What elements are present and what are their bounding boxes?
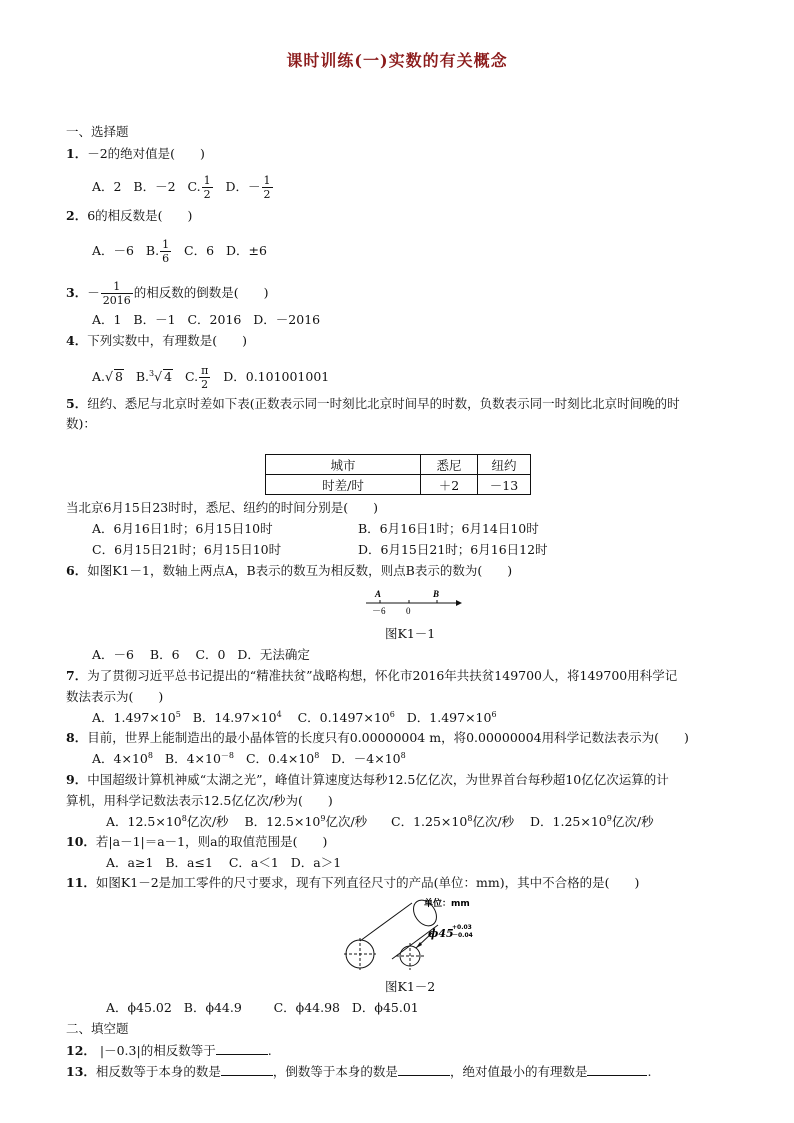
- question-3-options: [92, 312, 320, 328]
- option-d: D．6月15日21时；6月16日12时: [358, 542, 548, 557]
- question-text: 下列实数中，有理数是( ): [87, 333, 247, 348]
- option-d: D．$-4\times 10^8$: [331, 750, 406, 766]
- question-2-options: [92, 238, 267, 265]
- answer-blank[interactable]: [221, 1063, 273, 1076]
- question-9-options: [106, 814, 654, 830]
- option-a: A．－6: [92, 243, 134, 258]
- point-label-b: B: [433, 589, 440, 599]
- figure-caption: 图K1－2: [385, 979, 436, 994]
- question-text: －2的绝对值是( ): [87, 146, 205, 161]
- option-d: D．－ $\frac{1}{2}$: [225, 174, 271, 201]
- section-heading-fill: 二、填空题: [66, 1021, 129, 1036]
- figure-caption: 图K1－1: [385, 626, 436, 641]
- question-text: 纽约、悉尼与北京时差如下表(正数表示同一时刻比北京时间早的时数，负数表示同一时刻比北京时间晚的时: [87, 396, 680, 411]
- option-c: C．6月15日21时；6月15日10时: [92, 542, 282, 557]
- question-number: 8．: [66, 730, 88, 745]
- option-d: D．±6: [225, 243, 267, 258]
- question-3: 3．－ $\frac{1}{2016}$ 的相反数的倒数是( ): [66, 280, 269, 307]
- tick-label: 0: [406, 606, 411, 616]
- question-9: [66, 772, 669, 788]
- question-number: 9．: [66, 772, 88, 787]
- question-1: [66, 146, 205, 162]
- question-10: [66, 834, 327, 850]
- question-text: 中国超级计算机神威“太湖之光”，峰值计算速度达每秒12.5亿亿次，为世界首台每秒超10亿亿次运算的计: [87, 772, 669, 787]
- question-number: 12．: [66, 1043, 96, 1058]
- question-text: 相反数等于本身的数是: [95, 1064, 221, 1079]
- option-b: B．ϕ44.9: [183, 1000, 242, 1015]
- option-b: B．$4\times 10^{-8}$: [164, 750, 235, 766]
- question-text: 如图K1－2是加工零件的尺寸要求，现有下列直径尺寸的产品(单位：mm)，其中不合格的是( ): [95, 875, 640, 890]
- option-c: C．ϕ44.98: [273, 1000, 340, 1015]
- question-number: 5．: [66, 396, 88, 411]
- question-1-options: [92, 174, 274, 201]
- machined-part-figure: [340, 893, 500, 973]
- unit-label: 单位：mm: [424, 899, 470, 909]
- question-text: |－0.3|的相反数等于: [99, 1043, 216, 1058]
- question-7-options: [92, 710, 497, 726]
- question-8-options: [92, 751, 406, 767]
- option-a: A．6月16日1时；6月15日10时: [92, 521, 273, 536]
- page-title: 课时训练(一)实数的有关概念: [286, 51, 508, 70]
- question-10-options: [106, 855, 341, 871]
- table-header-cell: 纽约: [478, 455, 531, 475]
- option-b: B．$14.97\times 10^4$: [192, 709, 282, 725]
- option-c: C．6: [184, 243, 215, 258]
- option-c: C．0: [195, 647, 226, 662]
- fraction: $\frac{1}{6}$: [162, 238, 170, 265]
- option-b: B. $\frac{1}{6}$: [145, 238, 170, 265]
- option-a: A．$1.497\times 10^5$: [92, 709, 181, 725]
- question-6-options: [92, 647, 310, 663]
- option-c: C．$0.4\times 10^8$: [245, 750, 320, 766]
- tick-label: －6: [372, 606, 386, 616]
- option-a: A．a≥1: [106, 855, 154, 870]
- question-number: 2．: [66, 208, 88, 223]
- question-11: [66, 875, 639, 891]
- fraction: $\frac{1}{2016}$: [102, 280, 131, 307]
- option-b: B．$12.5\times 10^9$亿次/秒: [244, 813, 368, 829]
- option-d: D．$1.497\times 10^6$: [406, 709, 497, 725]
- option-d: D．0.101001001: [223, 369, 330, 384]
- option-d: D．$1.25\times 10^9$亿次/秒: [530, 813, 654, 829]
- option-d: D．ϕ45.01: [351, 1000, 419, 1015]
- question-2: [66, 208, 192, 224]
- option-b: B.$^3$√ 4: [135, 368, 173, 384]
- question-5-continued: 数)：: [66, 416, 96, 431]
- option-a: A．$12.5\times 10^8$亿次/秒: [106, 813, 229, 829]
- question-text: 为了贯彻习近平总书记提出的“精准扶贫”战略构想，怀化市2016年共扶贫149700人，将149700用科学记: [87, 668, 678, 683]
- question-7-continued: 数法表示为( ): [66, 689, 164, 704]
- question-number: 10．: [66, 834, 96, 849]
- time-difference-table: [265, 454, 531, 495]
- option-b: B．－1: [133, 312, 176, 327]
- question-4: [66, 333, 247, 349]
- table-cell: 时差/时: [266, 475, 421, 495]
- diameter-label: ϕ45: [428, 927, 454, 940]
- option-c: C. $\frac{1}{2}$: [187, 174, 211, 201]
- option-a: A．$4\times 10^8$: [92, 750, 153, 766]
- table-header-cell: 悉尼: [421, 455, 478, 475]
- question-5-stem: 当北京6月15日23时时，悉尼、纽约的时间分别是( ): [66, 500, 379, 515]
- question-5: [66, 396, 680, 412]
- table-cell: －13: [478, 475, 531, 495]
- question-4-options: [92, 364, 329, 391]
- table-cell: ＋2: [421, 475, 478, 495]
- question-number: 6．: [66, 563, 88, 578]
- question-text: 的相反数的倒数是( ): [133, 285, 269, 300]
- question-text: 6的相反数是( ): [87, 208, 193, 223]
- option-d: D．a＞1: [290, 855, 342, 870]
- answer-blank[interactable]: [587, 1063, 647, 1076]
- answer-blank[interactable]: [398, 1063, 450, 1076]
- table-row: [266, 455, 531, 475]
- question-13: 13．相反数等于本身的数是 ，倒数等于本身的数是 ，绝对值最小的有理数是 .: [66, 1064, 652, 1079]
- option-d: D．无法确定: [237, 647, 310, 662]
- lower-tolerance: －0.04: [452, 932, 473, 939]
- question-text: 目前，世界上能制造出的最小晶体管的长度只有0.00000004 m，将0.00000004用科学记数法表示为( ): [87, 730, 689, 745]
- fraction: $\frac{1}{2}$: [263, 174, 271, 201]
- option-c: C. $\frac{\pi}{2}$: [184, 364, 209, 391]
- option-c: C．2016: [187, 312, 242, 327]
- upper-tolerance: +0.03: [452, 924, 472, 931]
- fraction: $\frac{\pi}{2}$: [201, 364, 209, 391]
- question-number: 3．: [66, 285, 88, 300]
- question-number: 7．: [66, 668, 88, 683]
- option-c: C．$1.25\times 10^8$亿次/秒: [391, 813, 515, 829]
- option-b: B．6月16日1时；6月14日10时: [358, 521, 539, 536]
- option-a: A．1: [92, 312, 122, 327]
- arrow-head-icon: [456, 600, 462, 606]
- option-a: A．ϕ45.02: [106, 1000, 172, 1015]
- question-text: 若|a－1|＝a－1，则a的取值范围是( ): [95, 834, 328, 849]
- question-text: 如图K1－1，数轴上两点A，B表示的数互为相反数，则点B表示的数为( ): [87, 563, 513, 578]
- option-a: A.√ 8: [92, 369, 123, 384]
- option-a: A．－6: [92, 647, 134, 662]
- point-label-a: A: [375, 589, 382, 599]
- option-c: C．$0.1497\times 10^6$: [297, 709, 395, 725]
- answer-blank[interactable]: [216, 1042, 268, 1055]
- option-b: B．a≤1: [165, 855, 213, 870]
- section-heading-choice: 一、选择题: [66, 124, 129, 139]
- question-12: 12． |－0.3|的相反数等于 .: [66, 1043, 272, 1058]
- fraction: $\frac{1}{2}$: [203, 174, 211, 201]
- question-11-options: [106, 1000, 419, 1016]
- option-b: B．－2: [133, 179, 176, 194]
- table-header-cell: 城市: [266, 455, 421, 475]
- question-number: 4．: [66, 333, 88, 348]
- option-d: D．－2016: [253, 312, 321, 327]
- question-7: [66, 668, 677, 684]
- question-number: 11．: [66, 875, 96, 890]
- question-6: [66, 563, 512, 579]
- table-row: [266, 475, 531, 495]
- question-number: 13．: [66, 1064, 96, 1079]
- cylinder-edge: [360, 903, 412, 941]
- option-b: B．6: [149, 647, 180, 662]
- option-a: A．2: [92, 179, 122, 194]
- question-9-continued: 算机，用科学记数法表示12.5亿亿次/秒为( ): [66, 793, 333, 808]
- number-line-figure: [360, 586, 470, 616]
- question-number: 1．: [66, 146, 88, 161]
- option-c: C．a＜1: [228, 855, 279, 870]
- question-8: [66, 730, 689, 746]
